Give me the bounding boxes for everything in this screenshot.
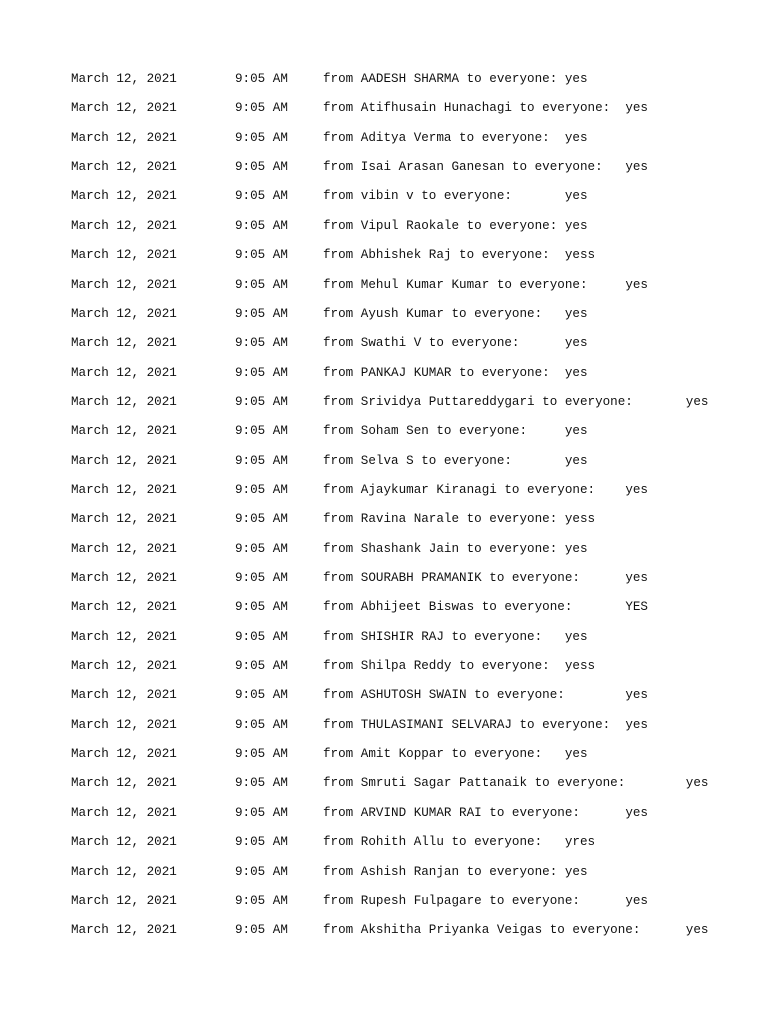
message-date: March 12, 2021 xyxy=(71,629,177,644)
message-text: from Aditya Verma to everyone: yes xyxy=(323,130,588,145)
chat-message-row xyxy=(0,334,768,352)
message-time: 9:05 AM xyxy=(235,923,288,938)
message-date: March 12, 2021 xyxy=(71,659,177,673)
chat-message-row xyxy=(0,833,768,851)
chat-message-row xyxy=(0,158,768,176)
message-date: March 12, 2021 xyxy=(71,541,177,556)
message-time: 9:05 AM xyxy=(235,864,288,879)
chat-message-row xyxy=(0,510,768,528)
message-time: 9:05 AM xyxy=(235,659,288,673)
message-text: from SHISHIR RAJ to everyone: yes xyxy=(323,629,588,644)
message-date: March 12, 2021 xyxy=(71,512,177,527)
message-text: from Abhijeet Biswas to everyone: YES xyxy=(323,600,648,615)
chat-message-row xyxy=(0,217,768,235)
message-text: from Isai Arasan Ganesan to everyone: yes xyxy=(323,160,648,175)
chat-message-row xyxy=(0,863,768,881)
chat-message-row xyxy=(0,598,768,616)
message-time: 9:05 AM xyxy=(235,365,288,380)
message-time: 9:05 AM xyxy=(235,424,288,439)
message-text: from Mehul Kumar Kumar to everyone: yes xyxy=(323,277,648,292)
message-date: March 12, 2021 xyxy=(71,130,177,145)
message-text: from Swathi V to everyone: yes xyxy=(323,336,588,351)
message-text: from Srividya Puttareddygari to everyone: yes xyxy=(323,394,709,409)
chat-message-row xyxy=(0,70,768,88)
chat-message-row xyxy=(0,187,768,205)
message-text: from Shilpa Reddy to everyone: yess xyxy=(323,659,596,673)
message-time: 9:05 AM xyxy=(235,394,288,409)
chat-message-row xyxy=(0,246,768,264)
message-date: March 12, 2021 xyxy=(71,571,177,585)
message-date: March 12, 2021 xyxy=(71,248,177,263)
message-text: from vibin v to everyone: yes xyxy=(323,189,588,204)
message-date: March 12, 2021 xyxy=(71,394,177,409)
message-text: from Shashank Jain to everyone: yes xyxy=(323,541,588,556)
message-text: from Ayush Kumar to everyone: yes xyxy=(323,306,588,321)
message-text: from AADESH SHARMA to everyone: yes xyxy=(323,72,588,86)
message-date: March 12, 2021 xyxy=(71,776,177,791)
chat-message-row xyxy=(0,99,768,117)
message-time: 9:05 AM xyxy=(235,218,288,233)
chat-message-row xyxy=(0,892,768,910)
message-time: 9:05 AM xyxy=(235,747,288,762)
chat-message-row xyxy=(0,804,768,822)
message-time: 9:05 AM xyxy=(235,72,288,86)
message-text: from Vipul Raokale to everyone: yes xyxy=(323,218,588,233)
message-text: from PANKAJ KUMAR to everyone: yes xyxy=(323,365,588,380)
message-time: 9:05 AM xyxy=(235,336,288,351)
message-date: March 12, 2021 xyxy=(71,306,177,321)
message-time: 9:05 AM xyxy=(235,571,288,585)
message-text: from Ajaykumar Kiranagi to everyone: yes xyxy=(323,482,648,497)
chat-message-row xyxy=(0,129,768,147)
message-time: 9:05 AM xyxy=(235,130,288,145)
message-date: March 12, 2021 xyxy=(71,600,177,615)
chat-message-row xyxy=(0,393,768,411)
message-time: 9:05 AM xyxy=(235,306,288,321)
message-time: 9:05 AM xyxy=(235,835,288,850)
message-text: from Ashish Ranjan to everyone: yes xyxy=(323,864,588,879)
message-text: from Rupesh Fulpagare to everyone: yes xyxy=(323,893,648,908)
message-text: from Selva S to everyone: yes xyxy=(323,453,588,468)
message-text: from Abhishek Raj to everyone: yess xyxy=(323,248,596,263)
message-time: 9:05 AM xyxy=(235,629,288,644)
message-time: 9:05 AM xyxy=(235,482,288,497)
message-date: March 12, 2021 xyxy=(71,893,177,908)
chat-message-row xyxy=(0,364,768,382)
message-date: March 12, 2021 xyxy=(71,453,177,468)
chat-message-row xyxy=(0,569,768,587)
message-date: March 12, 2021 xyxy=(71,747,177,762)
chat-message-row xyxy=(0,276,768,294)
message-time: 9:05 AM xyxy=(235,893,288,908)
message-date: March 12, 2021 xyxy=(71,336,177,351)
message-time: 9:05 AM xyxy=(235,277,288,292)
chat-message-row xyxy=(0,921,768,939)
chat-message-row xyxy=(0,716,768,734)
message-time: 9:05 AM xyxy=(235,512,288,527)
message-time: 9:05 AM xyxy=(235,688,288,703)
message-time: 9:05 AM xyxy=(235,248,288,263)
message-date: March 12, 2021 xyxy=(71,189,177,204)
message-text: from Ravina Narale to everyone: yess xyxy=(323,512,596,527)
message-text: from ARVIND KUMAR RAI to everyone: yes xyxy=(323,805,648,820)
message-text: from Rohith Allu to everyone: yres xyxy=(323,835,596,850)
message-time: 9:05 AM xyxy=(235,600,288,615)
message-date: March 12, 2021 xyxy=(71,218,177,233)
message-time: 9:05 AM xyxy=(235,541,288,556)
chat-message-row xyxy=(0,305,768,323)
chat-message-row xyxy=(0,628,768,646)
message-date: March 12, 2021 xyxy=(71,805,177,820)
message-time: 9:05 AM xyxy=(235,776,288,791)
message-date: March 12, 2021 xyxy=(71,717,177,732)
message-date: March 12, 2021 xyxy=(71,160,177,175)
message-time: 9:05 AM xyxy=(235,160,288,175)
message-date: March 12, 2021 xyxy=(71,923,177,938)
message-text: from Soham Sen to everyone: yes xyxy=(323,424,588,439)
message-text: from THULASIMANI SELVARAJ to everyone: yes xyxy=(323,717,648,732)
chat-message-row xyxy=(0,686,768,704)
message-text: from Atifhusain Hunachagi to everyone: yes xyxy=(323,101,648,116)
message-time: 9:05 AM xyxy=(235,101,288,116)
chat-message-row xyxy=(0,540,768,558)
message-date: March 12, 2021 xyxy=(71,835,177,850)
chat-message-row xyxy=(0,774,768,792)
message-time: 9:05 AM xyxy=(235,805,288,820)
chat-message-row xyxy=(0,481,768,499)
message-date: March 12, 2021 xyxy=(71,864,177,879)
message-time: 9:05 AM xyxy=(235,453,288,468)
message-text: from Smruti Sagar Pattanaik to everyone: yes xyxy=(323,776,709,791)
message-date: March 12, 2021 xyxy=(71,101,177,116)
message-text: from Akshitha Priyanka Veigas to everyone: yes xyxy=(323,923,709,938)
message-date: March 12, 2021 xyxy=(71,72,177,86)
message-time: 9:05 AM xyxy=(235,717,288,732)
chat-message-row xyxy=(0,422,768,440)
message-text: from SOURABH PRAMANIK to everyone: yes xyxy=(323,571,648,585)
chat-message-row xyxy=(0,452,768,470)
message-text: from Amit Koppar to everyone: yes xyxy=(323,747,588,762)
message-date: March 12, 2021 xyxy=(71,277,177,292)
chat-message-row xyxy=(0,657,768,675)
message-time: 9:05 AM xyxy=(235,189,288,204)
message-date: March 12, 2021 xyxy=(71,482,177,497)
message-date: March 12, 2021 xyxy=(71,688,177,703)
message-date: March 12, 2021 xyxy=(71,365,177,380)
message-date: March 12, 2021 xyxy=(71,424,177,439)
message-text: from ASHUTOSH SWAIN to everyone: yes xyxy=(323,688,648,703)
chat-message-row xyxy=(0,745,768,763)
